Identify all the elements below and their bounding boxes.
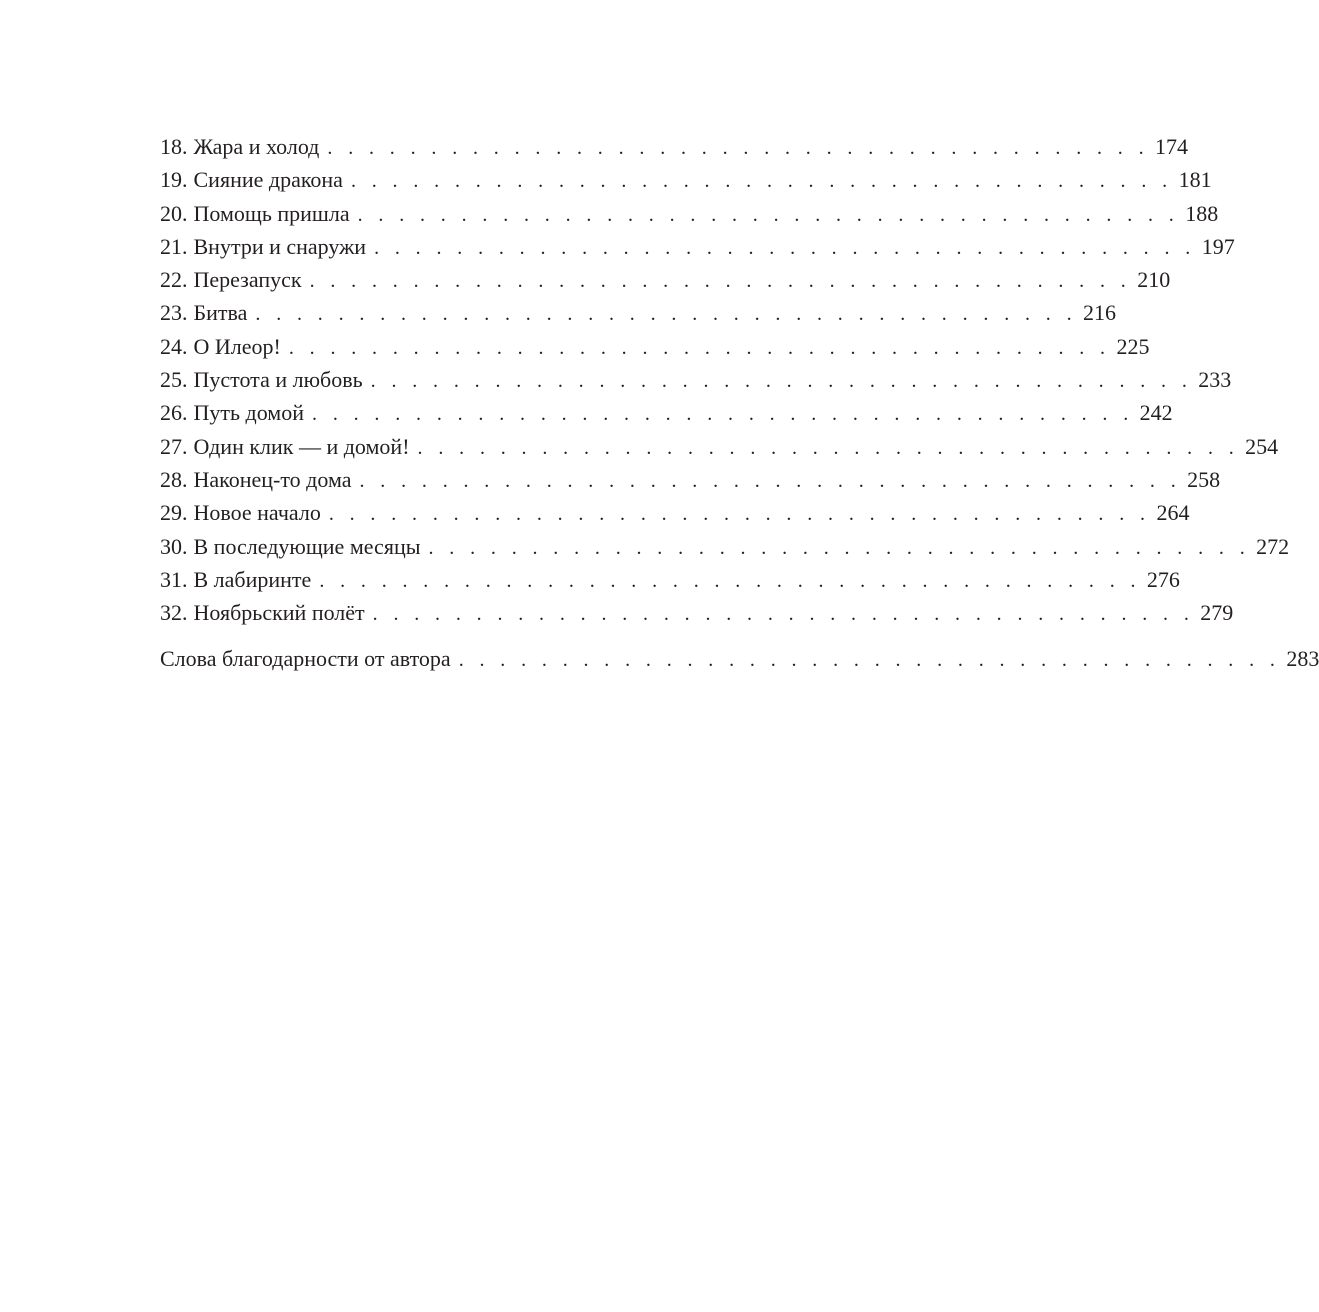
toc-entry[interactable]: [160, 163, 1212, 196]
toc-entry[interactable]: [160, 330, 1150, 363]
chapter-number: 29.: [160, 500, 188, 526]
chapter-title: Жара и холод: [193, 134, 320, 159]
page-number: 254: [1245, 433, 1279, 459]
dot-leader: . . . . . . . . . . . . . . . . . . . . . . . . . . . . . . . . . . . . . . . .: [370, 370, 1193, 393]
dot-leader: . . . . . . . . . . . . . . . . . . . . . . . . . . . . . . . . . . . . . . . .: [309, 270, 1132, 293]
chapter-title: Новое начало: [193, 500, 321, 526]
toc-entry[interactable]: [160, 596, 1234, 629]
chapter-number: 23.: [160, 300, 188, 326]
chapter-title: В последующие месяцы: [193, 533, 421, 559]
page-number: 181: [1178, 167, 1212, 193]
dot-leader: . . . . . . . . . . . . . . . . . . . . . . . . . . . . . . . . . . . . . . . .: [255, 303, 1077, 326]
page-number: 272: [1256, 533, 1290, 559]
chapter-number: 19.: [160, 167, 188, 193]
chapter-number: 24.: [160, 333, 188, 359]
toc-entry[interactable]: [160, 563, 1180, 596]
chapter-title: Перезапуск: [193, 267, 302, 293]
dot-leader: . . . . . . . . . . . . . . . . . . . . . . . . . . . . . . . . . . . . . . . .: [357, 203, 1180, 226]
chapter-number: 20.: [160, 200, 188, 226]
dot-leader: . . . . . . . . . . . . . . . . . . . . . . . . . . . . . . . . . . . . . . . .: [458, 649, 1281, 672]
chapter-title: Сияние дракона: [193, 167, 343, 193]
dot-leader: . . . . . . . . . . . . . . . . . . . . . . . . . . . . . . . . . . . . . . . .: [288, 336, 1111, 359]
dot-leader: . . . . . . . . . . . . . . . . . . . . . . . . . . . . . . . . . . . . . . . .: [417, 436, 1240, 459]
chapter-title: Один клик — и домой!: [193, 433, 410, 459]
toc-entry[interactable]: [160, 463, 1221, 496]
toc-entry[interactable]: [160, 363, 1232, 396]
chapter-number: 18.: [160, 134, 188, 159]
chapter-title: Ноябрьский полёт: [193, 600, 365, 626]
chapter-number: 32.: [160, 600, 188, 626]
chapter-number: 31.: [160, 566, 188, 592]
toc-entry-afterword[interactable]: [160, 642, 1319, 675]
dot-leader: . . . . . . . . . . . . . . . . . . . . . . . . . . . . . . . . . . . . . . . .: [359, 469, 1182, 492]
toc-entry[interactable]: [160, 263, 1171, 296]
dot-leader: . . . . . . . . . . . . . . . . . . . . . . . . . . . . . . . . . . . . . . . .: [312, 403, 1134, 426]
page-number: 279: [1200, 600, 1234, 626]
chapter-number: 25.: [160, 367, 188, 393]
page-number: 276: [1146, 566, 1180, 592]
table-of-contents: [160, 130, 1319, 676]
dot-leader: . . . . . . . . . . . . . . . . . . . . . . . . . . . . . . . . . . . . . . . .: [328, 503, 1151, 526]
page-number: 242: [1139, 400, 1173, 426]
dot-leader: . . . . . . . . . . . . . . . . . . . . . . . . . . . . . . . . . . . . . . . .: [327, 137, 1149, 159]
afterword-title: Слова благодарности от автора: [160, 646, 451, 672]
chapter-title: Пустота и любовь: [193, 367, 363, 393]
chapter-number: 22.: [160, 267, 188, 293]
chapter-title: Путь домой: [193, 400, 305, 426]
toc-entry[interactable]: [160, 530, 1290, 563]
page-number: 216: [1083, 300, 1116, 326]
page-number: 188: [1185, 200, 1219, 226]
toc-entry[interactable]: [160, 396, 1173, 429]
toc-entry[interactable]: [160, 496, 1190, 529]
toc-entry[interactable]: [160, 130, 1188, 163]
chapter-number: 30.: [160, 533, 188, 559]
dot-leader: . . . . . . . . . . . . . . . . . . . . . . . . . . . . . . . . . . . . . . . .: [372, 603, 1195, 626]
page-number: 174: [1155, 134, 1188, 159]
toc-entry[interactable]: [160, 296, 1116, 329]
toc-entry[interactable]: [160, 230, 1235, 263]
chapter-title: Битва: [193, 300, 248, 326]
chapter-number: 26.: [160, 400, 188, 426]
chapter-number: 21.: [160, 233, 188, 259]
dot-leader: . . . . . . . . . . . . . . . . . . . . . . . . . . . . . . . . . . . . . . . .: [319, 569, 1141, 592]
chapter-number: 27.: [160, 433, 188, 459]
page-number: 258: [1187, 466, 1221, 492]
toc-entry[interactable]: [160, 430, 1279, 463]
page-number: 225: [1116, 333, 1150, 359]
chapter-title: О Илеор!: [193, 333, 281, 359]
dot-leader: . . . . . . . . . . . . . . . . . . . . . . . . . . . . . . . . . . . . . . . .: [428, 536, 1251, 559]
page-number: 264: [1156, 500, 1190, 526]
toc-entry[interactable]: [160, 197, 1219, 230]
chapter-title: В лабиринте: [193, 566, 312, 592]
chapter-title: Помощь пришла: [193, 200, 350, 226]
chapter-number: 28.: [160, 466, 188, 492]
chapter-title: Наконец-то дома: [193, 466, 352, 492]
page-number: 233: [1198, 367, 1232, 393]
page-number: 283: [1286, 646, 1319, 672]
page-number: 210: [1137, 267, 1171, 293]
dot-leader: . . . . . . . . . . . . . . . . . . . . . . . . . . . . . . . . . . . . . . . .: [374, 236, 1196, 259]
dot-leader: . . . . . . . . . . . . . . . . . . . . . . . . . . . . . . . . . . . . . . . .: [350, 170, 1173, 193]
chapter-title: Внутри и снаружи: [193, 233, 367, 259]
page-number: 197: [1201, 233, 1235, 259]
